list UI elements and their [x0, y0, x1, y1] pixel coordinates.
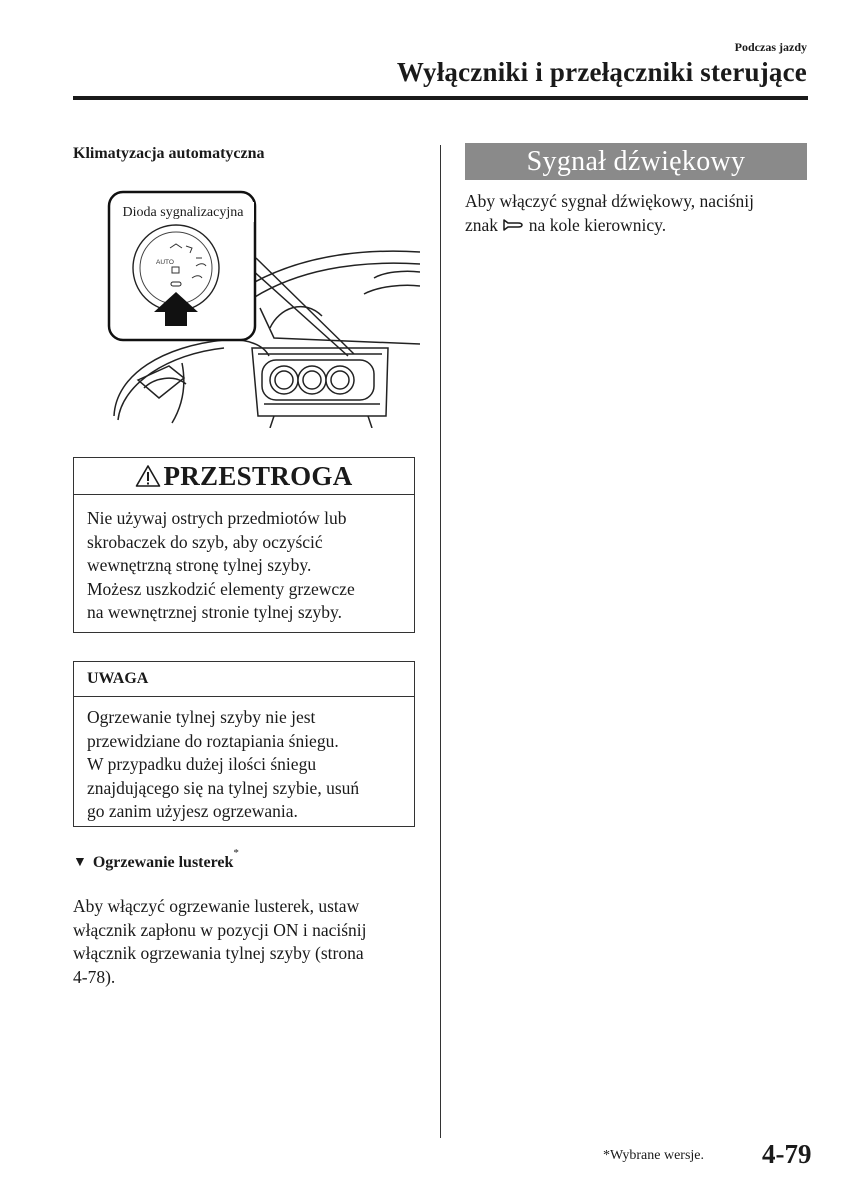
mirror-heading-text: Ogrzewanie lusterek — [92, 854, 234, 871]
page-title: Wyłączniki i przełączniki sterujące — [396, 57, 807, 87]
note-title: UWAGA — [87, 670, 149, 687]
mirror-line: włącznik ogrzewania tylnej szyby (strona — [73, 943, 364, 963]
caution-line: skrobaczek do szyb, aby oczyścić — [87, 531, 323, 552]
column-divider — [440, 145, 441, 1138]
horn-line: Aby włączyć sygnał dźwiękowy, naciśnij — [465, 191, 754, 211]
caution-line: Możesz uszkodzić elementy grzewcze — [87, 578, 355, 599]
horn-line-start: znak — [465, 214, 503, 235]
note-line: go zanim użyjesz ogrzewania. — [87, 801, 298, 821]
horn-line-end: na kole kierownicy. — [524, 214, 667, 235]
caution-text — [74, 495, 414, 625]
mirror-line: Aby włączyć ogrzewanie lusterek, ustaw — [73, 896, 360, 916]
note-line: W przypadku dużej ilości śniegu — [87, 754, 317, 774]
dial-auto-label: AUTO — [156, 259, 174, 266]
note-header — [74, 662, 414, 697]
horn-line — [465, 214, 810, 238]
mirror-line: włącznik zapłonu w pozycji ON i naciśnij — [73, 919, 367, 940]
horn-section-banner — [465, 143, 807, 180]
footnote: *Wybrane wersje. — [603, 1148, 705, 1163]
section-label: Podczas jazdy — [734, 40, 807, 54]
mirror-text — [73, 895, 423, 989]
mirror-heading: ▼ Ogrzewanie lusterek * — [73, 847, 239, 871]
caution-title: PRZESTROGA — [163, 460, 353, 491]
note-line: znajdującego się na tylnej szybie, usuń — [87, 777, 360, 798]
horn-text — [465, 190, 810, 237]
warning-triangle-icon — [135, 464, 161, 488]
note-box — [73, 661, 415, 827]
caution-box — [73, 457, 415, 633]
caution-header — [74, 458, 414, 495]
horn-icon — [502, 218, 524, 232]
caution-line: Nie używaj ostrych przedmiotów lub — [87, 508, 347, 528]
callout-label: Dioda sygnalizacyjna — [122, 205, 244, 220]
triangle-marker-icon: ▼ — [73, 855, 87, 870]
note-text — [74, 697, 414, 824]
mirror-line: 4-78). — [73, 966, 116, 987]
note-line: przewidziane do roztapiania śniegu. — [87, 730, 339, 751]
page-number: 4-79 — [762, 1139, 812, 1169]
horn-section-title: Sygnał dźwiękowy — [526, 145, 746, 177]
climate-control-illustration — [74, 188, 420, 428]
title-rule — [73, 96, 808, 100]
note-line: Ogrzewanie tylnej szyby nie jest — [87, 707, 316, 727]
caution-line: wewnętrzną stronę tylnej szyby. — [87, 555, 312, 575]
caution-line: na wewnętrznej stronie tylnej szyby. — [87, 602, 342, 622]
figure-heading: Klimatyzacja automatyczna — [73, 145, 265, 162]
